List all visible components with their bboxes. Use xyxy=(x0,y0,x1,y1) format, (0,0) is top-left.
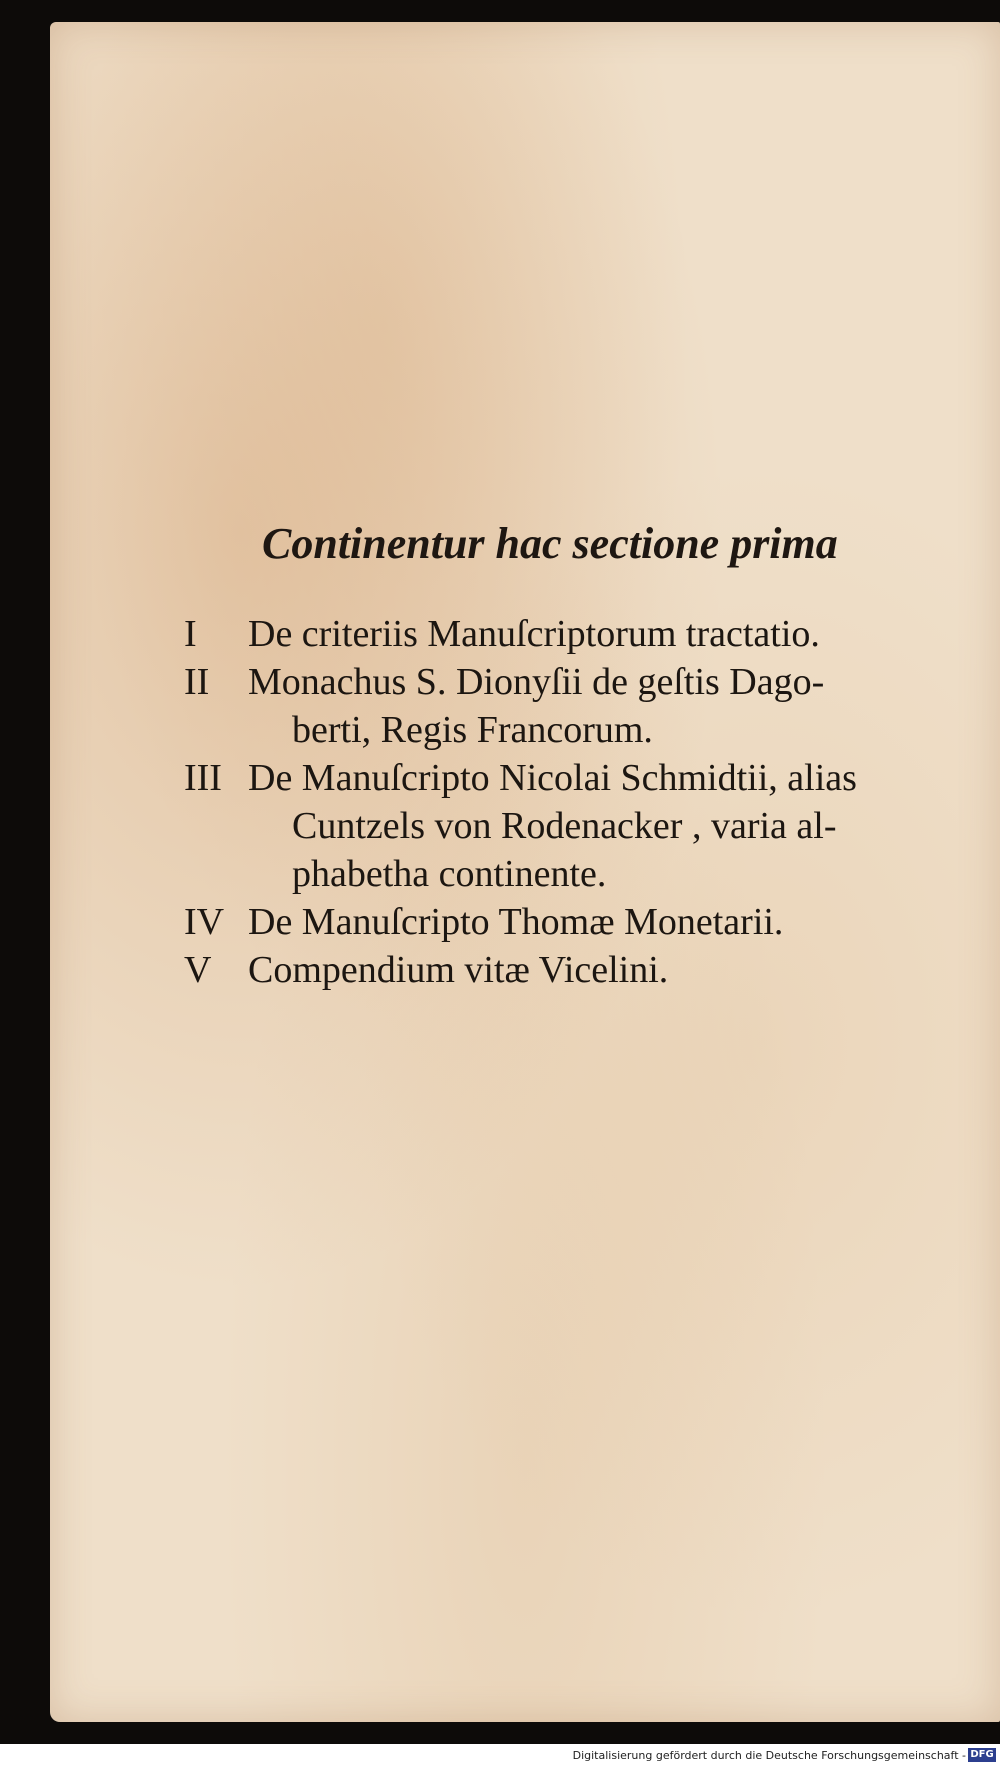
contents-entry-1 xyxy=(184,610,984,658)
entry-text: De criteriis Manuſcriptorum tractatio. xyxy=(248,613,820,655)
entry-number: III xyxy=(184,757,222,799)
entry-text: Compendium vitæ Vicelini. xyxy=(248,949,669,991)
entry-text: De Manuſcripto Thomæ Monetarii. xyxy=(248,901,784,943)
digitization-footer xyxy=(0,1744,1000,1768)
entry-number: II xyxy=(184,661,210,703)
section-heading: Continentur hac sectione prima xyxy=(262,519,838,568)
entry-text-continued: phabetha continente. xyxy=(292,853,607,895)
entry-number: IV xyxy=(184,901,225,943)
contents-entry-4 xyxy=(184,898,984,946)
bleed-through-top xyxy=(170,117,207,220)
entry-text: De Manuſcripto Nicolai Schmidtii, alias xyxy=(248,757,857,799)
contents-entry-2 xyxy=(184,658,984,754)
entry-text: Monachus S. Dionyſii de geſtis Dago- xyxy=(248,661,825,703)
entry-text-continued: Cuntzels von Rodenacker , varia al- xyxy=(292,805,837,847)
contents-entry-3 xyxy=(184,754,984,898)
entry-text-continued: berti, Regis Francorum. xyxy=(292,709,653,751)
funding-note: Digitalisierung gefördert durch die Deutsche Forschungsgemeinschaft - xyxy=(572,1749,966,1762)
contents-entry-5 xyxy=(184,946,984,994)
dfg-logo: DFG xyxy=(968,1748,996,1762)
entry-number: V xyxy=(184,949,212,991)
contents-list xyxy=(184,610,984,994)
entry-number: I xyxy=(184,613,197,655)
